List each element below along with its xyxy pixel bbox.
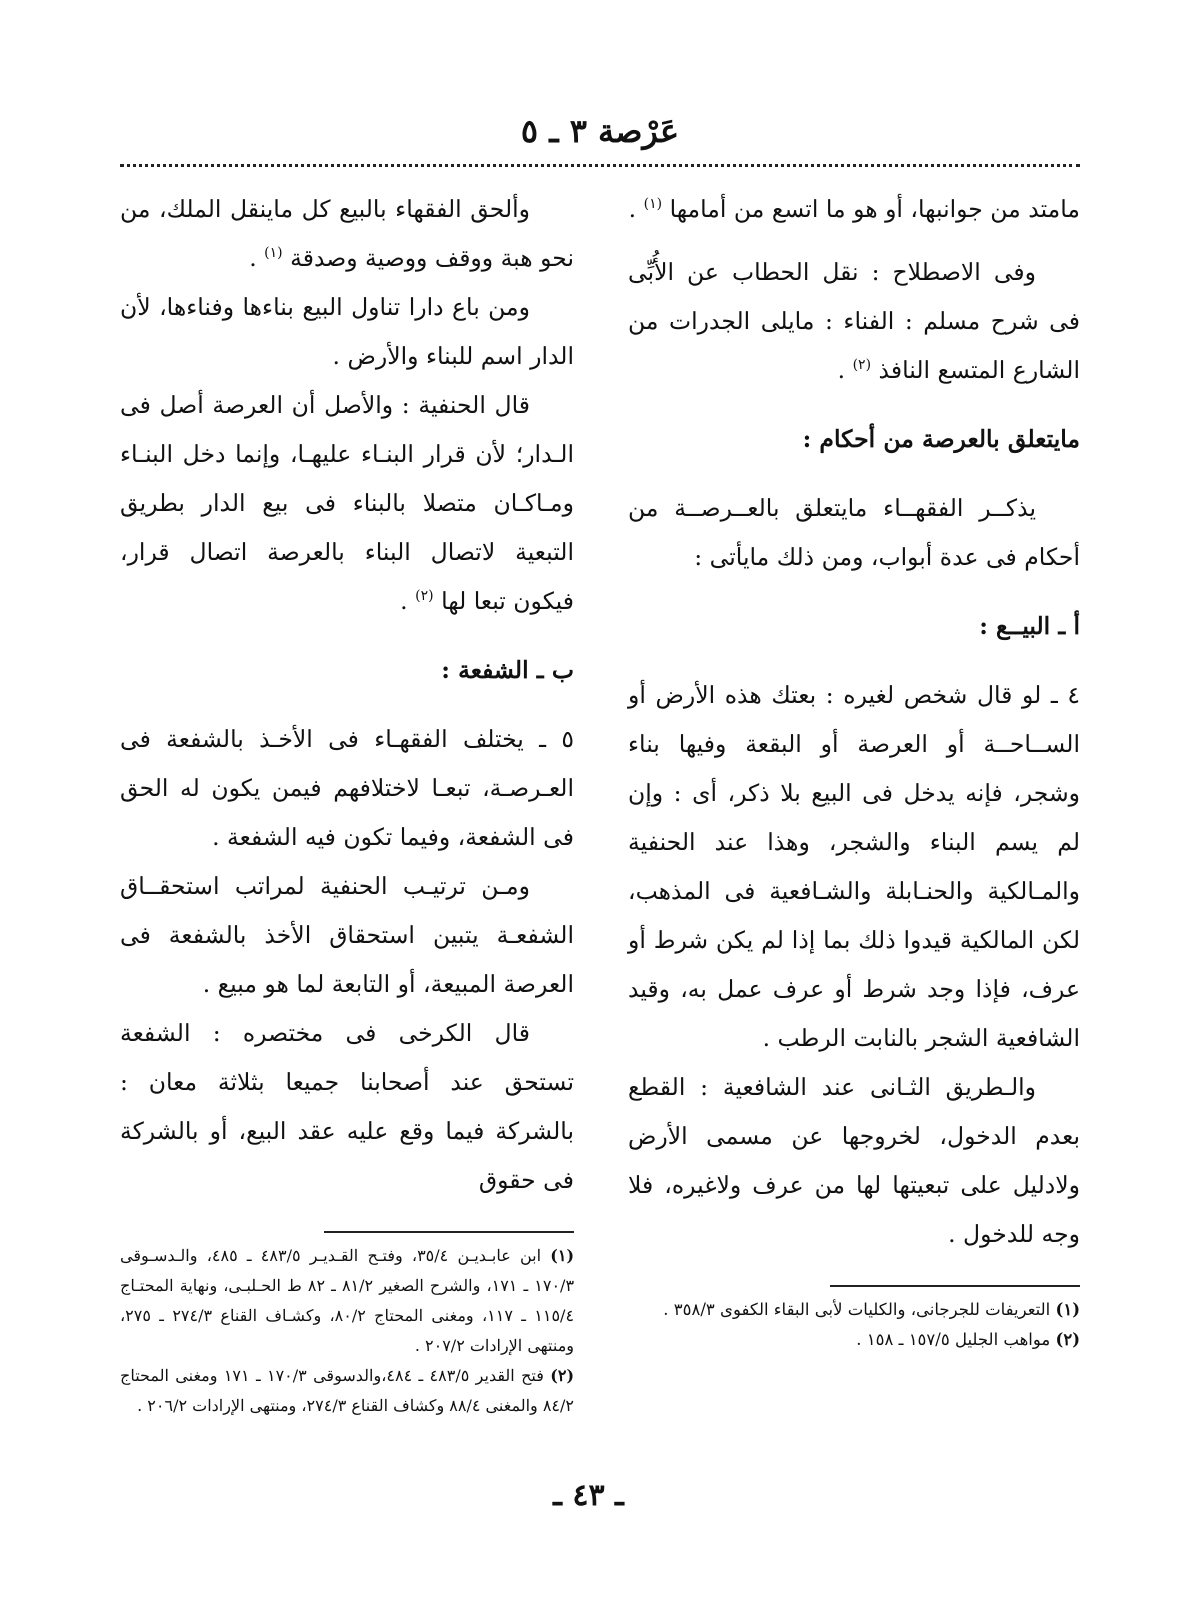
paragraph: مامتد من جوانبها، أو هو ما اتسع من أمامها $^{(١)}$ . [628,195,1080,223]
footnote: (١) ابن عابـديـن ٣٥/٤، وفتـح القـديـر ٤٨٣/٥ ـ ٤٨٥، والـدسـوقى ١٧٠/٣ ـ ١٧١، والشرح الصغير ٨١/٢ ـ ٨٢ ط الحـلبـى، ونهاية المحتـاج ١١٥/٤ ـ ١١٧، ومغنى المحتاج ٨٠/٢، وكشـاف القناع ٢٧٤/٣ ـ ٢٧٥، ومنتهى الإرادات ٢٠٧/٢ . [120,1246,575,1355]
left-column [120,185,574,1421]
right-column [628,185,1080,1355]
page-number: ـ ٤٣ ـ [553,1478,624,1513]
footnote-ref: (١) [643,196,663,213]
paragraph: ٥ ـ يختلف الفقهـاء فى الأخـذ بالشفعة فى العـرصـة، تبعـا لاختلافهم فيمن يكون له الحق فى الشفعة، وفيما تكون فيه الشفعة . [120,725,574,851]
paragraph: ٤ ـ لو قال شخص لغيره : بعتك هذه الأرض أو الســاحــة أو العرصة أو البقعة وفيها بناء وشجر، فإنه يدخل فى البيع بلا ذكر، أى : وإن لم يسم البناء والشجر، وهذا عند الحنفية والمـالكية والحنـابلة والشـافعية فى المذهب، لكن المالكية قيدوا ذلك بما إذا لم يكن شرط أو عرف، فإذا وجد شرط أو عرف عمل به، وقيد الشافعية الشجر بالنابت الرطب . [628,681,1080,1052]
footnote-ref: (٢) [415,588,434,605]
footnote: (٢) فتح القدير ٤٨٣/٥ ـ ٤٨٤،والدسوقى ١٧٠/٣ ـ ١٧١ ومغنى المحتاج ٨٤/٢ والمغنى ٨٨/٤ وكشاف القناع ٢٧٤/٣، ومنتهى الإرادات ٢٠٦/٢ . [120,1366,575,1415]
paragraph: قال الحنفية : والأصل أن العرصة أصل فى الـدار؛ لأن قرار البنـاء عليهـا، وإنما دخل البنـاء ومـاكـان متصلا بالبناء فى بيع الدار بطريق التبعية لاتصال البناء بالعرصة اتصال قرار، فيكون تبعا لها $^{(٢)}$ . [120,391,574,615]
section-heading: أ ـ البيــع : [979,612,1080,640]
paragraph: يذكــر الفقهــاء مايتعلق بالعــرصــة من أحكام فى عدة أبواب، ومن ذلك مايأتى : [628,494,1080,571]
paragraph: ومـن ترتيـب الحنفية لمراتب استحقــاق الشفعـة يتبين استحقاق الأخذ بالشفعة فى العرصة المبيعة، أو التابعة لما هو مبيع . [120,872,574,998]
page-header-title: عَرْصة ٣ ـ ٥ [520,112,680,150]
paragraph: والـطريق الثـانى عند الشافعية : القطع بعدم الدخول، لخروجها عن مسمى الأرض ولادليل على تبعيتها لها من عرف ولاغيره، فلا وجه للدخول . [628,1073,1080,1248]
paragraph: وفى الاصطلاح : نقل الحطاب عن الأُبِّى فى شرح مسلم : الفناء : مايلى الجدرات من الشارع المتسع النافذ $^{(٢)}$ . [628,258,1080,384]
footnotes [628,1295,1080,1355]
footnote: (٢) مواهب الجليل ١٥٧/٥ ـ ١٥٨ . [856,1330,1080,1349]
header-dotted-divider [120,164,1080,167]
section-heading: ب ـ الشفعة : [441,656,574,684]
footnote-ref: (٢) [852,357,872,374]
footnote-ref: (١) [264,245,283,262]
paragraph: وألحق الفقهاء بالبيع كل ماينقل الملك، من نحو هبة ووقف ووصية وصدقة $^{(١)}$ . [120,195,574,272]
footnotes [120,1241,574,1421]
footnote: (١) التعريفات للجرجانى، والكليات لأبى البقاء الكفوى ٣٥٨/٣ . [663,1300,1080,1319]
paragraph: ومن باع دارا تناول البيع بناءها وفناءها، لأن الدار اسم للبناء والأرض . [120,293,574,370]
footnote-divider [830,1285,1080,1287]
paragraph: قال الكرخى فى مختصره : الشفعة تستحق عند أصحابنا جميعا بثلاثة معان : بالشركة فيما وقع عليه عقد البيع، أو بالشركة فى حقوق [120,1019,574,1194]
footnote-divider [324,1231,574,1233]
section-heading: مايتعلق بالعرصة من أحكام : [802,425,1080,453]
